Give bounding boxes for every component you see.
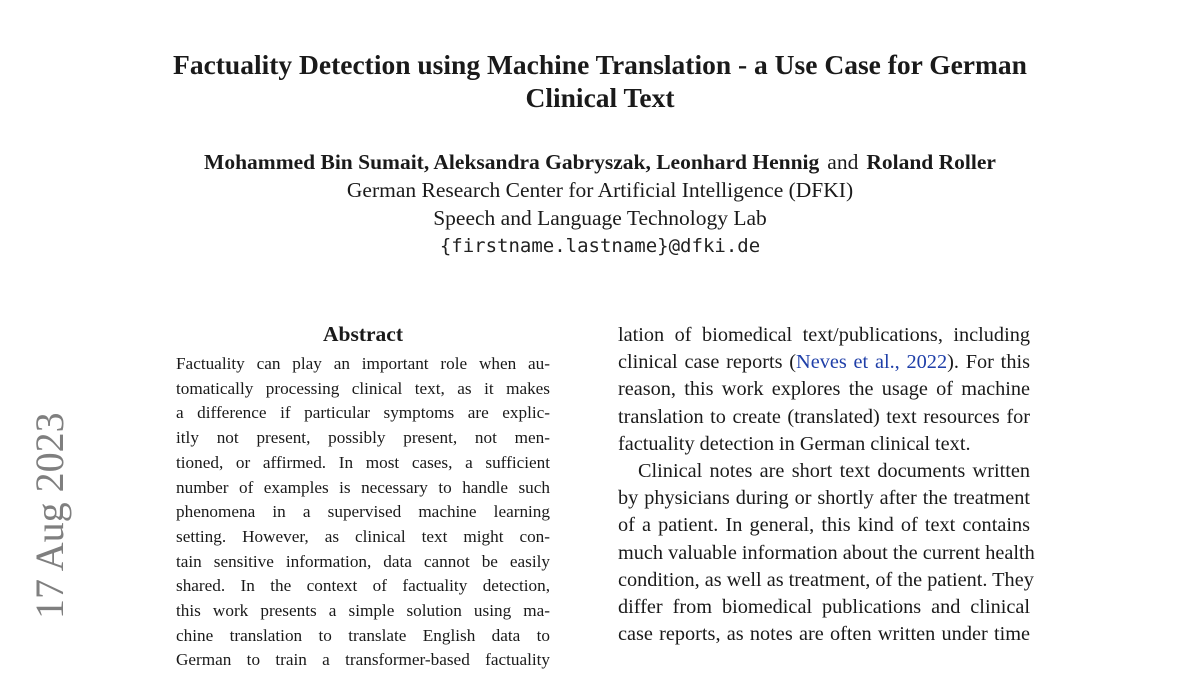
body-line: by physicians during or shortly after the treatment bbox=[618, 487, 1030, 510]
author-last: Roland Roller bbox=[866, 150, 996, 174]
abstract-section bbox=[176, 320, 550, 673]
affiliation-institution: German Research Center for Artificial Intelligence (DFKI) bbox=[346, 178, 854, 202]
body-text: ). For this bbox=[947, 351, 1030, 374]
author-connector: and bbox=[827, 150, 859, 174]
abstract-line: Factuality can play an important role when au- bbox=[176, 354, 550, 373]
affiliation-lab: Speech and Language Technology Lab bbox=[433, 206, 767, 230]
citation-link[interactable]: Neves et al., 2022 bbox=[796, 351, 948, 374]
body-line: factuality detection in German clinical text. bbox=[618, 432, 971, 455]
body-line: differ from biomedical publications and clinical bbox=[618, 596, 1030, 619]
body-line: case reports, as notes are often written under time bbox=[618, 623, 1030, 646]
body-line: reason, this work explores the usage of machine bbox=[618, 378, 1030, 401]
affiliation-email: {firstname.lastname}@dfki.de bbox=[439, 235, 761, 257]
body-line-with-citation bbox=[618, 349, 1030, 376]
body-line: translation to create (translated) text resources for bbox=[618, 405, 1030, 428]
abstract-line: a difference if particular symptoms are explic- bbox=[176, 403, 550, 423]
abstract-line: phenomena in a supervised machine learning bbox=[176, 502, 550, 522]
title-line-1: Factuality Detection using Machine Translation - a Use Case for German bbox=[173, 49, 1027, 80]
abstract-line: German to train a transformer-based factuality bbox=[176, 650, 550, 670]
arxiv-side-date: 17 Aug 2023 bbox=[27, 412, 72, 619]
body-line: much valuable information about the current health bbox=[618, 541, 1035, 564]
intro-column bbox=[618, 322, 1035, 648]
body-line: condition, as well as treatment, of the patient. They bbox=[618, 568, 1034, 591]
abstract-line: setting. However, as clinical text might con- bbox=[176, 526, 550, 546]
abstract-line: shared. In the context of factuality detection, bbox=[176, 576, 550, 596]
body-line: of a patient. In general, this kind of text contains bbox=[618, 514, 1030, 537]
author-names: Mohammed Bin Sumait, Aleksandra Gabryszak, Leonhard Hennig bbox=[204, 150, 820, 174]
abstract-line: tomatically processing clinical text, as it makes bbox=[176, 378, 550, 398]
body-text: clinical case reports ( bbox=[618, 351, 797, 374]
body-line: lation of biomedical text/publications, including bbox=[618, 324, 1030, 346]
paragraph-start-line: Clinical notes are short text documents written bbox=[638, 460, 1030, 483]
abstract-line: tain sensitive information, data cannot be easily bbox=[176, 551, 550, 571]
title-line-2: Clinical Text bbox=[525, 82, 675, 113]
paper-title bbox=[120, 48, 1080, 114]
affiliation-block bbox=[120, 176, 1080, 260]
abstract-line: itly not present, possibly present, not men- bbox=[176, 428, 550, 448]
abstract-line: tioned, or affirmed. In most cases, a sufficient bbox=[176, 452, 550, 472]
abstract-line: this work presents a simple solution using ma- bbox=[176, 601, 550, 621]
abstract-line: chine translation to translate English data to bbox=[176, 625, 550, 645]
abstract-line: number of examples is necessary to handle such bbox=[176, 477, 550, 497]
author-list bbox=[120, 148, 1080, 176]
abstract-heading: Abstract bbox=[322, 322, 403, 346]
